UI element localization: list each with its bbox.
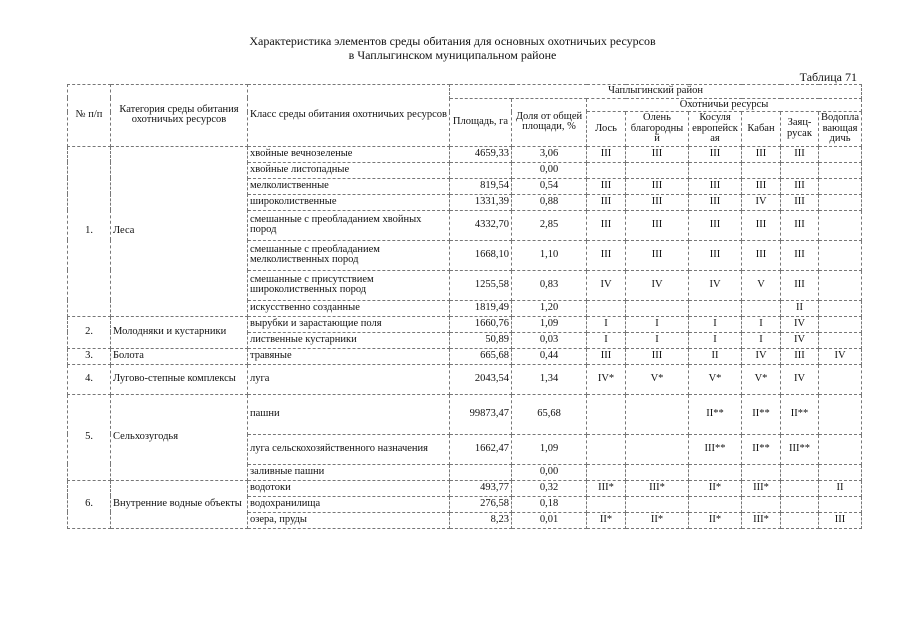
quality-class xyxy=(781,464,819,480)
quality-class: III xyxy=(587,178,626,194)
habitat-class: вырубки и зарастающие поля xyxy=(248,316,450,332)
habitat-class: мелколиственные xyxy=(248,178,450,194)
share-value: 3,06 xyxy=(512,146,587,162)
share-value: 2,85 xyxy=(512,210,587,240)
quality-class: II xyxy=(819,480,862,496)
header-resources: Охотничьи ресурсы xyxy=(587,98,862,112)
quality-class xyxy=(626,496,689,512)
quality-class xyxy=(819,270,862,300)
quality-class: III xyxy=(689,146,742,162)
header-species: Косуля европейская xyxy=(689,112,742,147)
group-category: Сельхозугодья xyxy=(111,394,248,480)
quality-class: II* xyxy=(689,480,742,496)
quality-class xyxy=(626,464,689,480)
quality-class xyxy=(689,464,742,480)
quality-class: II** xyxy=(689,394,742,434)
quality-class: II** xyxy=(742,434,781,464)
quality-class xyxy=(819,162,862,178)
header-district: Чаплыгинский район xyxy=(450,85,862,99)
document-subtitle: в Чаплыгинском муниципальном районе xyxy=(348,48,557,62)
quality-class: III* xyxy=(626,480,689,496)
quality-class xyxy=(689,162,742,178)
quality-class: III xyxy=(626,194,689,210)
header-num: № п/п xyxy=(68,85,111,147)
habitat-class: пашни xyxy=(248,394,450,434)
quality-class: IV* xyxy=(587,364,626,394)
header-species: Лось xyxy=(587,112,626,147)
share-value: 1,09 xyxy=(512,434,587,464)
habitat-class: луга сельскохозяйственного назначения xyxy=(248,434,450,464)
quality-class: I xyxy=(587,332,626,348)
quality-class: II** xyxy=(781,394,819,434)
quality-class xyxy=(819,394,862,434)
habitat-class: заливные пашни xyxy=(248,464,450,480)
quality-class: III xyxy=(742,178,781,194)
quality-class xyxy=(819,464,862,480)
quality-class: IV xyxy=(742,348,781,364)
quality-class: III* xyxy=(742,480,781,496)
area-value: 1819,49 xyxy=(450,300,512,316)
quality-class xyxy=(781,162,819,178)
quality-class: I xyxy=(626,332,689,348)
area-value: 1662,47 xyxy=(450,434,512,464)
quality-class: III xyxy=(626,210,689,240)
area-value: 1660,76 xyxy=(450,316,512,332)
quality-class: II xyxy=(689,348,742,364)
quality-class xyxy=(742,300,781,316)
area-value: 99873,47 xyxy=(450,394,512,434)
quality-class xyxy=(626,434,689,464)
header-area: Площадь, га xyxy=(450,98,512,146)
quality-class: II* xyxy=(626,512,689,528)
quality-class: III xyxy=(781,210,819,240)
quality-class: IV xyxy=(587,270,626,300)
quality-class xyxy=(626,394,689,434)
group-category: Болота xyxy=(111,348,248,364)
quality-class xyxy=(819,332,862,348)
quality-class: III xyxy=(689,194,742,210)
header-class: Класс среды обитания охотничьих ресурсов xyxy=(248,85,450,147)
quality-class: III xyxy=(587,348,626,364)
area-value: 2043,54 xyxy=(450,364,512,394)
quality-class: III xyxy=(587,240,626,270)
share-value: 0,83 xyxy=(512,270,587,300)
quality-class: IV xyxy=(781,364,819,394)
quality-class: III xyxy=(689,240,742,270)
quality-class: III xyxy=(819,512,862,528)
quality-class xyxy=(819,300,862,316)
quality-class: II* xyxy=(689,512,742,528)
area-value: 4332,70 xyxy=(450,210,512,240)
habitat-class: луга xyxy=(248,364,450,394)
share-value: 0,54 xyxy=(512,178,587,194)
quality-class: III xyxy=(689,178,742,194)
area-value: 8,23 xyxy=(450,512,512,528)
group-category: Леса xyxy=(111,146,248,316)
share-value: 1,09 xyxy=(512,316,587,332)
quality-class: III xyxy=(781,348,819,364)
quality-class: III xyxy=(626,240,689,270)
quality-class: III xyxy=(781,146,819,162)
area-value: 819,54 xyxy=(450,178,512,194)
share-value: 0,88 xyxy=(512,194,587,210)
habitat-class: хвойные листопадные xyxy=(248,162,450,178)
quality-class: I xyxy=(742,316,781,332)
quality-class xyxy=(626,300,689,316)
quality-class: III xyxy=(587,210,626,240)
quality-class xyxy=(587,464,626,480)
share-value: 0,01 xyxy=(512,512,587,528)
quality-class xyxy=(587,496,626,512)
quality-class xyxy=(781,512,819,528)
header-row-1 xyxy=(68,85,862,99)
table-row xyxy=(68,480,862,496)
quality-class: IV xyxy=(781,316,819,332)
area-value: 1331,39 xyxy=(450,194,512,210)
quality-class: III xyxy=(626,146,689,162)
habitat-class: озера, пруды xyxy=(248,512,450,528)
habitat-class: смешанные с преобладанием мелколиственных пород xyxy=(248,240,450,270)
area-value: 665,68 xyxy=(450,348,512,364)
group-number: 3. xyxy=(68,348,111,364)
area-value xyxy=(450,162,512,178)
quality-class: I xyxy=(689,316,742,332)
habitat-class: травяные xyxy=(248,348,450,364)
area-value: 1255,58 xyxy=(450,270,512,300)
table-row xyxy=(68,146,862,162)
quality-class: V* xyxy=(689,364,742,394)
quality-class: III xyxy=(781,178,819,194)
area-value: 493,77 xyxy=(450,480,512,496)
quality-class xyxy=(742,496,781,512)
quality-class: II xyxy=(781,300,819,316)
quality-class xyxy=(819,146,862,162)
share-value: 0,44 xyxy=(512,348,587,364)
quality-class xyxy=(819,434,862,464)
quality-class: III* xyxy=(742,512,781,528)
group-number: 2. xyxy=(68,316,111,348)
group-category: Молодняки и кустарники xyxy=(111,316,248,348)
table-number: Таблица 71 xyxy=(799,70,857,84)
quality-class xyxy=(689,300,742,316)
table-row xyxy=(68,394,862,434)
quality-class: II* xyxy=(587,512,626,528)
header-category: Категория среды обитания охотничьих ресурсов xyxy=(111,85,248,147)
quality-class xyxy=(742,162,781,178)
document-title: Характеристика элементов среды обитания для основных охотничьих ресурсов xyxy=(249,34,656,48)
quality-class xyxy=(819,178,862,194)
quality-class: I xyxy=(626,316,689,332)
group-number: 4. xyxy=(68,364,111,394)
area-value: 1668,10 xyxy=(450,240,512,270)
header-species: Заяц-русак xyxy=(781,112,819,147)
quality-class: III xyxy=(742,240,781,270)
share-value: 65,68 xyxy=(512,394,587,434)
header-share: Доля от общей площади, % xyxy=(512,98,587,146)
quality-class: III xyxy=(781,194,819,210)
quality-class xyxy=(626,162,689,178)
share-value: 0,18 xyxy=(512,496,587,512)
quality-class: I xyxy=(587,316,626,332)
quality-class xyxy=(781,496,819,512)
area-value: 276,58 xyxy=(450,496,512,512)
share-value: 1,10 xyxy=(512,240,587,270)
quality-class xyxy=(819,194,862,210)
habitat-class: смешанные с присутствием широколиственных пород xyxy=(248,270,450,300)
share-value: 1,34 xyxy=(512,364,587,394)
share-value: 0,00 xyxy=(512,162,587,178)
quality-class: IV xyxy=(626,270,689,300)
quality-class xyxy=(689,496,742,512)
quality-class: III xyxy=(587,146,626,162)
quality-class: III xyxy=(689,210,742,240)
quality-class: V xyxy=(742,270,781,300)
quality-class: III xyxy=(742,210,781,240)
quality-class xyxy=(819,496,862,512)
habitat-class: искусственно созданные xyxy=(248,300,450,316)
habitat-table xyxy=(67,84,862,529)
quality-class: III xyxy=(626,178,689,194)
group-number: 1. xyxy=(68,146,111,316)
table-row xyxy=(68,348,862,364)
quality-class: III xyxy=(587,194,626,210)
quality-class: IV xyxy=(819,348,862,364)
share-value: 0,32 xyxy=(512,480,587,496)
quality-class: II** xyxy=(742,394,781,434)
habitat-class: водотоки xyxy=(248,480,450,496)
table-row xyxy=(68,316,862,332)
quality-class: IV xyxy=(781,332,819,348)
header-species: Олень благородный xyxy=(626,112,689,147)
quality-class: III** xyxy=(689,434,742,464)
quality-class xyxy=(819,316,862,332)
quality-class xyxy=(742,464,781,480)
quality-class xyxy=(819,210,862,240)
share-value: 0,00 xyxy=(512,464,587,480)
area-value xyxy=(450,464,512,480)
share-value: 1,20 xyxy=(512,300,587,316)
quality-class: III xyxy=(626,348,689,364)
group-category: Лугово-степные комплексы xyxy=(111,364,248,394)
quality-class: III* xyxy=(587,480,626,496)
table-row xyxy=(68,364,862,394)
habitat-class: смешанные с преобладанием хвойных пород xyxy=(248,210,450,240)
quality-class: I xyxy=(742,332,781,348)
quality-class: I xyxy=(689,332,742,348)
quality-class xyxy=(587,162,626,178)
quality-class: IV xyxy=(689,270,742,300)
habitat-class: лиственные кустарники xyxy=(248,332,450,348)
group-category: Внутренние водные объекты xyxy=(111,480,248,528)
quality-class xyxy=(587,394,626,434)
quality-class xyxy=(781,480,819,496)
share-value: 0,03 xyxy=(512,332,587,348)
header-species: Водоплавающая дичь xyxy=(819,112,862,147)
quality-class xyxy=(587,434,626,464)
quality-class: V* xyxy=(742,364,781,394)
area-value: 4659,33 xyxy=(450,146,512,162)
habitat-class: широколиственные xyxy=(248,194,450,210)
habitat-class: водохранилища xyxy=(248,496,450,512)
quality-class xyxy=(587,300,626,316)
quality-class xyxy=(819,364,862,394)
group-number: 5. xyxy=(68,394,111,480)
habitat-class: хвойные вечнозеленые xyxy=(248,146,450,162)
quality-class: III xyxy=(781,240,819,270)
header-species: Кабан xyxy=(742,112,781,147)
quality-class: IV xyxy=(742,194,781,210)
quality-class xyxy=(819,240,862,270)
quality-class: III** xyxy=(781,434,819,464)
quality-class: III xyxy=(781,270,819,300)
quality-class: V* xyxy=(626,364,689,394)
area-value: 50,89 xyxy=(450,332,512,348)
group-number: 6. xyxy=(68,480,111,528)
quality-class: III xyxy=(742,146,781,162)
